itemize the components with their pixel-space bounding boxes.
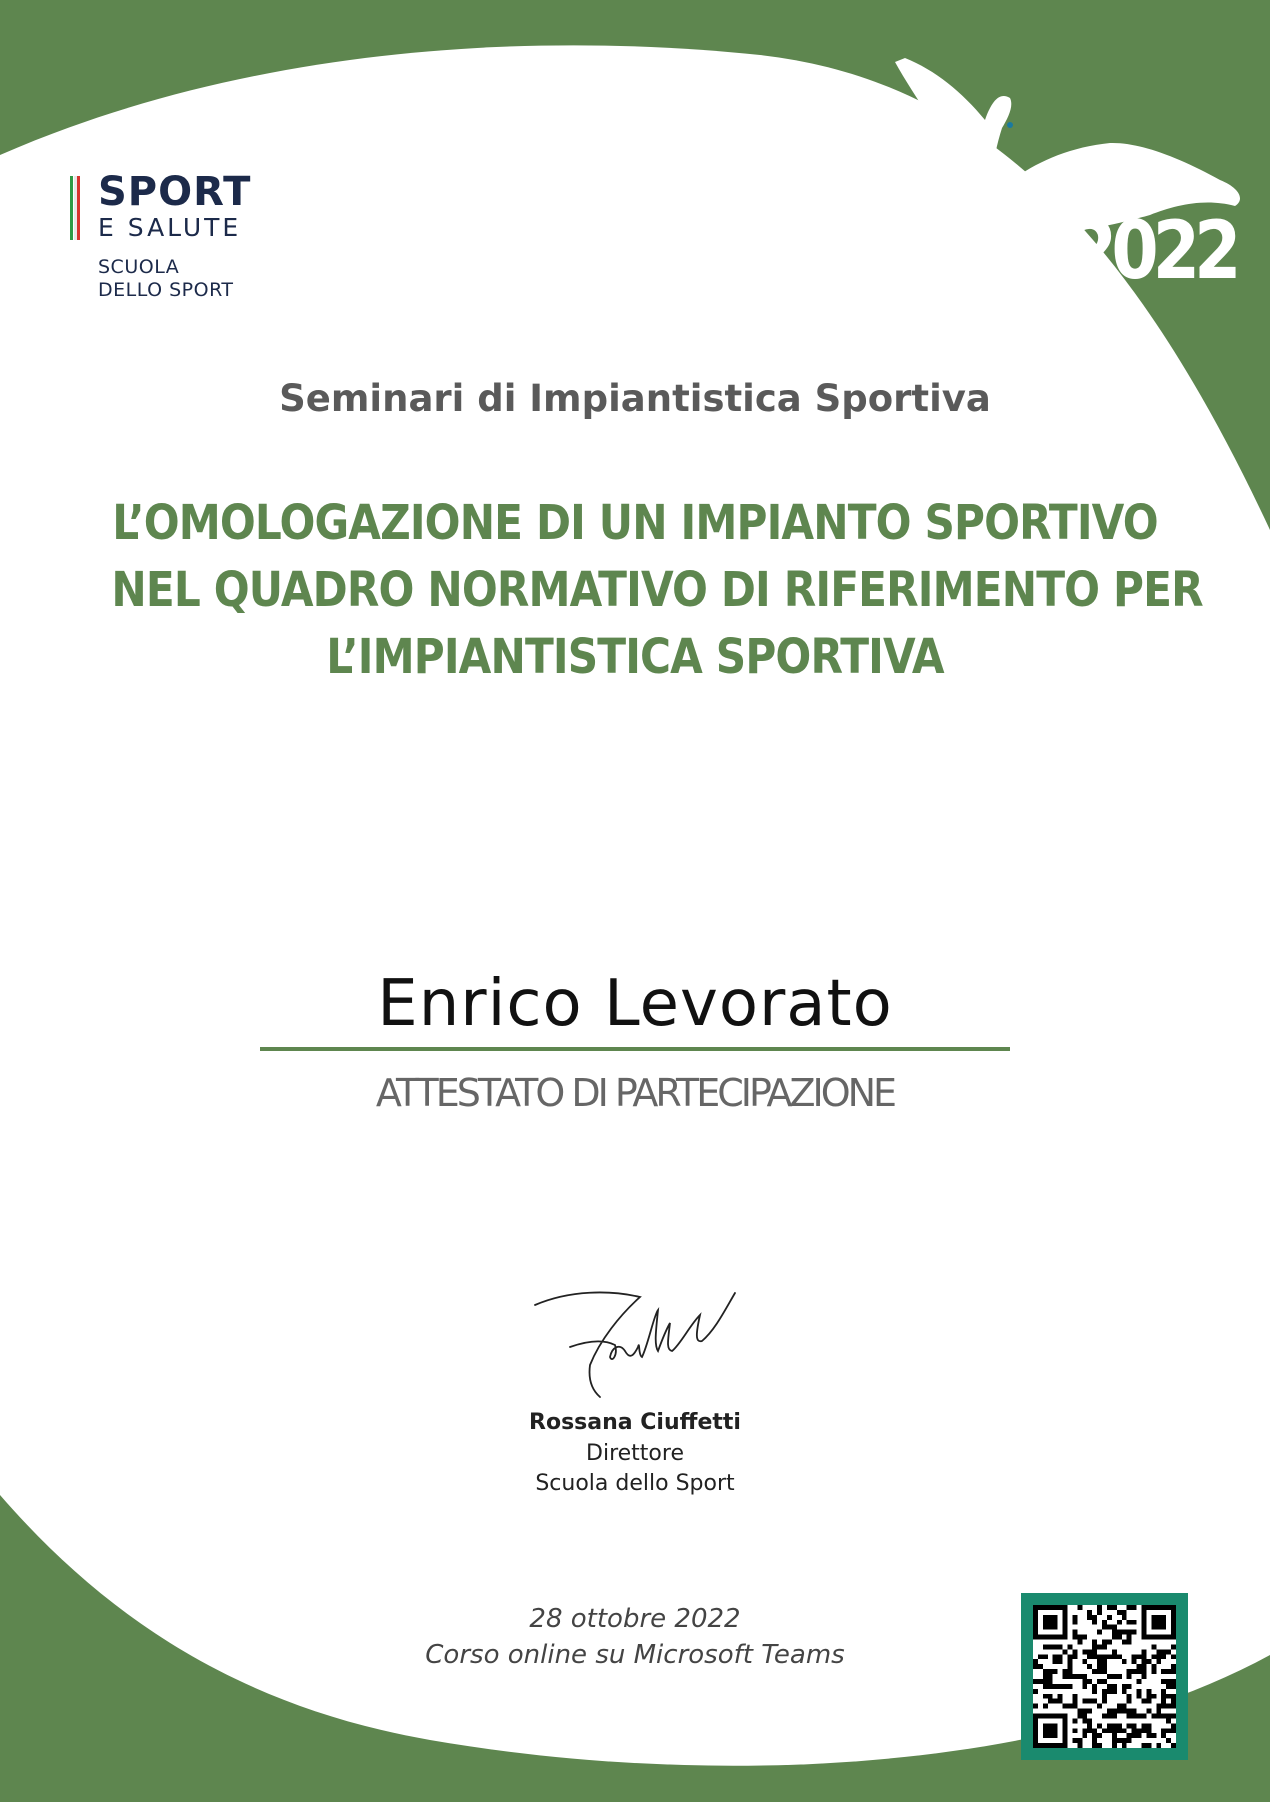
course-title-line: NEL QUADRO NORMATIVO DI RIFERIMENTO PER: [111, 562, 1203, 618]
qr-code-icon[interactable]: [1021, 1593, 1188, 1760]
italian-flag-icon: [70, 176, 80, 240]
course-title: [40, 490, 1230, 691]
year-badge: 2022: [1070, 204, 1236, 297]
logo-text-scuola-line2: DELLO SPORT: [98, 279, 234, 301]
signer-role: Direttore: [586, 1441, 684, 1466]
signature-icon: [530, 1285, 740, 1405]
course-location: Corso online su Microsoft Teams: [425, 1640, 845, 1670]
course-title-line: L’IMPIANTISTICA SPORTIVA: [326, 629, 944, 685]
logo-text-sport: SPORT: [98, 169, 252, 215]
logo-text-salute: E SALUTE: [98, 213, 242, 242]
signer-organization: Scuola dello Sport: [535, 1471, 735, 1496]
qr-code-pattern: [1033, 1605, 1176, 1748]
name-underline: [260, 1047, 1010, 1051]
logo-text-scuola: [98, 256, 234, 302]
seminar-series-title: Seminari di Impiantistica Sportiva: [279, 377, 991, 420]
signer-name: Rossana Ciuffetti: [529, 1410, 741, 1435]
course-date: 28 ottobre 2022: [529, 1604, 741, 1634]
sport-e-salute-logo: [70, 170, 290, 310]
logo-text-scuola-line1: SCUOLA: [98, 256, 180, 278]
recipient-name: Enrico Levorato: [377, 967, 893, 1041]
certificate-type: ATTESTATO DI PARTECIPAZIONE: [375, 1071, 895, 1115]
course-title-line: L’OMOLOGAZIONE DI UN IMPIANTO SPORTIVO: [112, 495, 1158, 551]
